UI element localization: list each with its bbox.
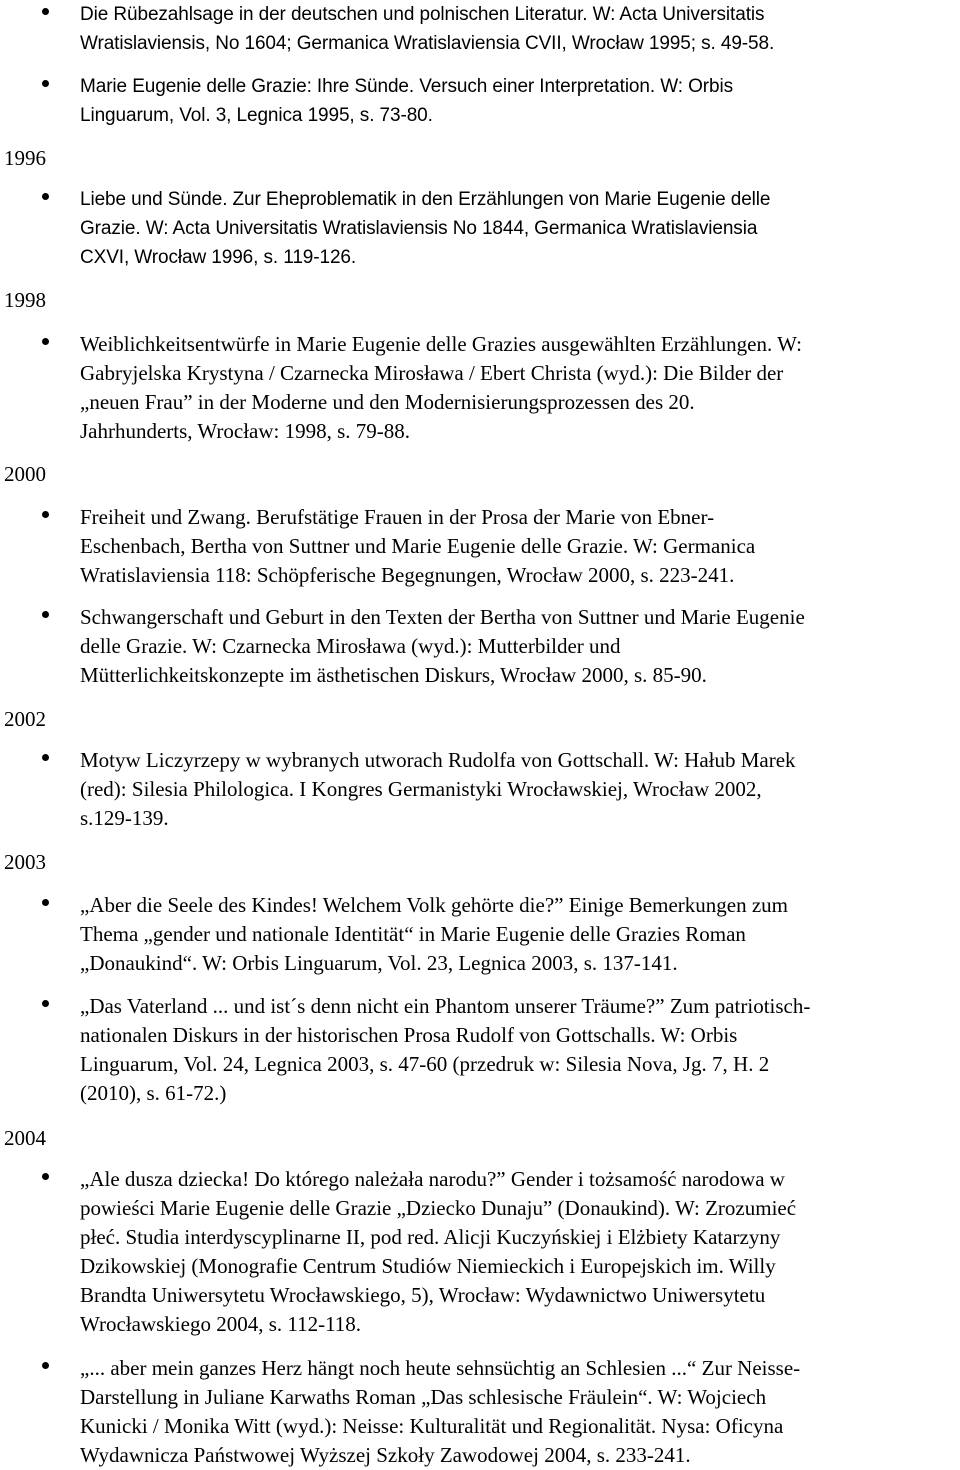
year-label-1996: 1996	[4, 146, 46, 170]
bullet-icon	[42, 754, 49, 761]
publication-text: Liebe und Sünde. Zur Eheproblematik in den Erzählungen von Marie Eugenie delle Grazie. W: Acta Universitatis Wratislaviensis No 1844, Germanica Wratislaviensia CXVI, Wrocław 1996, s. 119-126.	[80, 189, 771, 268]
bullet-icon	[42, 193, 49, 200]
year-label-2003: 2003	[4, 850, 46, 874]
publication-text: „Das Vaterland ... und ist´s denn nicht ein Phantom unserer Träume?” Zum patriotisch- nationalen Diskurs in der historischen Prosa Rudolf von Gottschalls. W: Orbis Linguarum, Vol. 24, Legnica 2003, s. 47-60 (przedruk w: Silesia Nova, Jg. 7, H. 2 (2010), s. 61-72.)	[80, 994, 811, 1105]
publication-text: Motyw Liczyrzepy w wybranych utworach Rudolfa von Gottschall. W: Hałub Marek (red): Silesia Philologica. I Kongres Germanistyki Wrocławskiej, Wrocław 2002, s.129-139.	[80, 748, 796, 830]
bullet-icon	[42, 1173, 49, 1180]
publication-text: „Ale dusza dziecka! Do którego należała narodu?” Gender i tożsamość narodowa w powieści Marie Eugenie delle Grazie „Dziecko Dunaju” (Donaukind). W: Zrozumieć płeć. Studia interdyscyplinarne II, pod red. Alicji Kuczyńskiej i Elżbiety Katarzyny Dzikowskiej (Monografie Centrum Studiów Niemieckich i Europejskich im. Willy Brandta Uniwersytetu Wrocławskiego, 5), Wrocław: Wydawnictwo Uniwersytetu Wrocławskiego 2004, s. 112-118.	[80, 1167, 797, 1336]
bullet-icon	[42, 80, 49, 87]
bullet-icon	[42, 8, 49, 15]
bullet-icon	[42, 338, 49, 345]
bullet-icon	[42, 1362, 49, 1369]
bullet-icon	[42, 1000, 49, 1007]
publication-text: Die Rübezahlsage in der deutschen und polnischen Literatur. W: Acta Universitatis Wratislaviensis, No 1604; Germanica Wratislaviensia CVII, Wrocław 1995; s. 49-58.	[80, 4, 775, 54]
publication-text: Weiblichkeitsentwürfe in Marie Eugenie delle Grazies ausgewählten Erzählungen. W: Gabryjelska Krystyna / Czarnecka Mirosława / Ebert Christa (wyd.): Die Bilder der „neuen Frau” in der Moderne und den Modernisierungsprozessen des 20. Jahrhunderts, Wrocław: 1998, s. 79-88.	[80, 332, 802, 443]
year-label-2000: 2000	[4, 462, 46, 486]
year-label-2004: 2004	[4, 1126, 46, 1150]
publication-text: Marie Eugenie delle Grazie: Ihre Sünde. Versuch einer Interpretation. W: Orbis Linguarum, Vol. 3, Legnica 1995, s. 73-80.	[80, 76, 733, 126]
bullet-icon	[42, 511, 49, 518]
publication-text: Schwangerschaft und Geburt in den Texten der Bertha von Suttner und Marie Eugenie delle Grazie. W: Czarnecka Mirosława (wyd.): Mutterbilder und Mütterlichkeitskonzepte im ästhetischen Diskurs, Wrocław 2000, s. 85-90.	[80, 605, 805, 687]
year-label-2002: 2002	[4, 707, 46, 731]
publication-text: „... aber mein ganzes Herz hängt noch heute sehnsüchtig an Schlesien ...“ Zur Neisse- Darstellung in Juliane Karwaths Roman „Das schlesische Fräulein“. W: Wojciech Kunicki / Monika Witt (wyd.): Neisse: Kulturalität und Regionalität. Nysa: Oficyna Wydawnicza Państwowej Wyższej Szkoły Zawodowej 2004, s. 233-241.	[80, 1356, 801, 1467]
bullet-icon	[42, 899, 49, 906]
year-label-1998: 1998	[4, 288, 46, 312]
publication-text: Freiheit und Zwang. Berufstätige Frauen in der Prosa der Marie von Ebner- Eschenbach, Bertha von Suttner und Marie Eugenie delle Grazie. W: Germanica Wratislaviensia 118: Schöpferische Begegnungen, Wrocław 2000, s. 223-241.	[80, 505, 756, 587]
bullet-icon	[42, 611, 49, 618]
publication-text: „Aber die Seele des Kindes! Welchem Volk gehörte die?” Einige Bemerkungen zum Thema „gender und nationale Identität“ in Marie Eugenie delle Grazies Roman „Donaukind“. W: Orbis Linguarum, Vol. 23, Legnica 2003, s. 137-141.	[80, 893, 789, 975]
